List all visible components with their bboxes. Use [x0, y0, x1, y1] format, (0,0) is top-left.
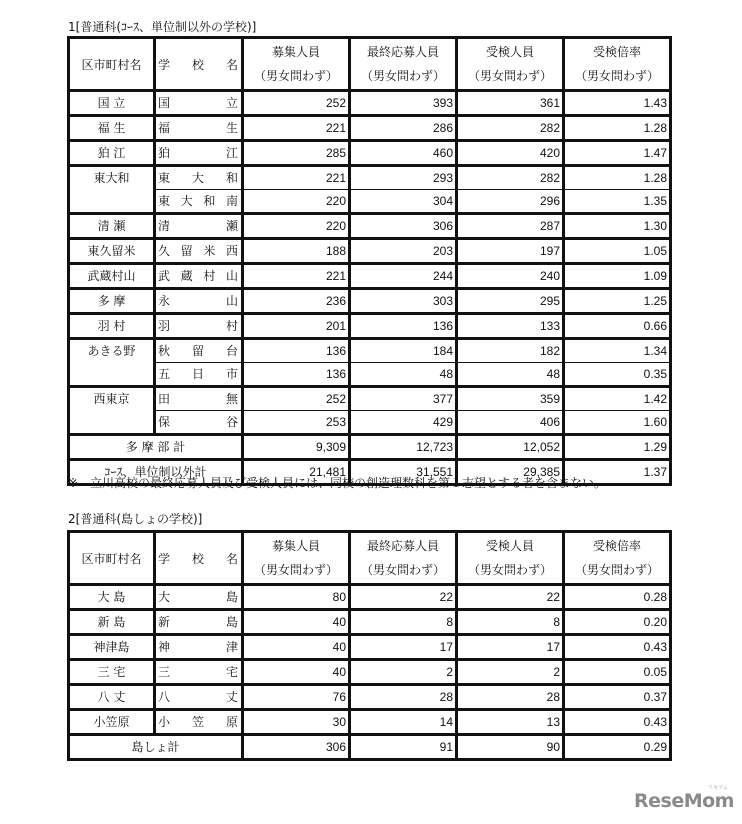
header-label: 受検倍率	[592, 539, 641, 553]
school-name-char: 留	[191, 344, 204, 358]
final-cell: 136	[350, 314, 457, 339]
municipality-cell: 福 生	[69, 116, 155, 141]
final-cell: 14	[350, 710, 457, 735]
recruit-cell: 40	[243, 635, 350, 660]
school-name-char: 山	[225, 294, 238, 308]
header-municipality: 区市町村名	[69, 38, 155, 91]
table-row	[69, 411, 671, 435]
table-ordinary-course	[67, 36, 672, 486]
exam-cell: 13	[457, 710, 564, 735]
municipality-cell: 東大和	[69, 166, 155, 214]
header-label: 最終応募人員	[366, 539, 439, 553]
table-row	[69, 685, 671, 710]
recruit-cell: 253	[243, 411, 350, 435]
exam-cell: 296	[457, 190, 564, 214]
school-name-char: 清	[158, 219, 171, 233]
recruit-cell: 221	[243, 116, 350, 141]
school-name-cell	[155, 411, 243, 435]
header-sublabel: （男女問わず）	[253, 563, 338, 577]
school-name-char: 福	[158, 121, 171, 135]
recruit-cell: 285	[243, 141, 350, 166]
final-cell: 304	[350, 190, 457, 214]
school-name-char: 国	[158, 96, 171, 110]
recruit-cell: 220	[243, 190, 350, 214]
recruit-cell: 76	[243, 685, 350, 710]
header-examinees	[457, 532, 564, 585]
header-school-name	[155, 38, 243, 91]
school-name-cell	[155, 610, 243, 635]
school-name-char: 田	[158, 392, 171, 406]
header-label: 受検人員	[485, 539, 534, 553]
header-label: 募集人員	[271, 539, 320, 553]
header-sublabel: （男女問わず）	[253, 69, 338, 83]
municipality-cell: 東久留米	[69, 239, 155, 264]
school-name-cell	[155, 314, 243, 339]
ratio-cell: 0.28	[564, 585, 671, 610]
total-label: 島しょ計	[69, 735, 243, 760]
table2-title: 2[普通科(島しょの学校)]	[68, 512, 203, 526]
school-name-char: 新	[158, 615, 171, 629]
municipality-cell: 大 島	[69, 585, 155, 610]
school-name-char: 生	[225, 121, 238, 135]
ratio-cell: 1.05	[564, 239, 671, 264]
total-exam-cell: 29,385	[457, 460, 564, 485]
ratio-cell: 0.43	[564, 710, 671, 735]
header-ratio	[564, 532, 671, 585]
school-name-char: 小	[158, 715, 171, 729]
municipality-cell: 八 丈	[69, 685, 155, 710]
table-row	[69, 116, 671, 141]
final-cell: 17	[350, 635, 457, 660]
school-name-char: 狛	[158, 146, 171, 160]
header-municipality: 区市町村名	[69, 532, 155, 585]
ratio-cell: 1.09	[564, 264, 671, 289]
municipality-cell: 小笠原	[69, 710, 155, 735]
header-label: 最終応募人員	[366, 45, 439, 59]
school-name-cell	[155, 141, 243, 166]
exam-cell: 287	[457, 214, 564, 239]
ratio-cell: 0.37	[564, 685, 671, 710]
school-name-char: 保	[158, 415, 171, 429]
total-final-cell: 91	[350, 735, 457, 760]
municipality-cell: 西東京	[69, 387, 155, 435]
header-sublabel: （男女問わず）	[574, 563, 659, 577]
final-cell: 184	[350, 339, 457, 363]
recruit-cell: 201	[243, 314, 350, 339]
exam-cell: 2	[457, 660, 564, 685]
header-row	[69, 38, 671, 91]
table-row	[69, 610, 671, 635]
final-cell: 28	[350, 685, 457, 710]
school-name-cell	[155, 116, 243, 141]
table-row	[69, 339, 671, 363]
school-name-char: 三	[158, 665, 171, 679]
total-ratio-cell: 1.29	[564, 435, 671, 460]
municipality-cell: 武蔵村山	[69, 264, 155, 289]
header-ratio	[564, 38, 671, 91]
header-sublabel: （男女問わず）	[360, 563, 445, 577]
school-name-cell	[155, 91, 243, 116]
table-row	[69, 363, 671, 387]
school-name-cell	[155, 264, 243, 289]
ratio-cell: 1.35	[564, 190, 671, 214]
exam-cell: 28	[457, 685, 564, 710]
school-name-char: 島	[225, 615, 238, 629]
school-name-char: 立	[225, 96, 238, 110]
exam-cell: 406	[457, 411, 564, 435]
final-cell: 303	[350, 289, 457, 314]
final-cell: 244	[350, 264, 457, 289]
resemom-logo-sub: リセマム	[708, 785, 728, 791]
school-name-char: 学	[158, 57, 171, 72]
header-recruit	[243, 38, 350, 91]
total-label: 多 摩 部 計	[69, 435, 243, 460]
table-row	[69, 289, 671, 314]
school-name-char: 大	[191, 171, 204, 185]
school-name-cell	[155, 685, 243, 710]
school-name-char: 校	[191, 57, 204, 72]
school-name-cell	[155, 239, 243, 264]
recruit-cell: 220	[243, 214, 350, 239]
ratio-cell: 1.25	[564, 289, 671, 314]
school-name-char: 村	[203, 269, 216, 283]
school-name-char: 名	[225, 57, 238, 72]
school-name-char: 東	[158, 171, 171, 185]
municipality-cell: 三 宅	[69, 660, 155, 685]
school-name-char: 和	[203, 194, 216, 208]
exam-cell: 17	[457, 635, 564, 660]
total-exam-cell: 12,052	[457, 435, 564, 460]
exam-cell: 359	[457, 387, 564, 411]
ratio-cell: 1.60	[564, 411, 671, 435]
municipality-cell: 羽 村	[69, 314, 155, 339]
final-cell: 2	[350, 660, 457, 685]
municipality-cell: 神津島	[69, 635, 155, 660]
header-final-applicants	[350, 38, 457, 91]
school-name-cell	[155, 214, 243, 239]
municipality-cell: 清 瀬	[69, 214, 155, 239]
table-row	[69, 635, 671, 660]
ratio-cell: 1.43	[564, 91, 671, 116]
school-name-char: 永	[158, 294, 171, 308]
header-sublabel: （男女問わず）	[467, 69, 552, 83]
exam-cell: 420	[457, 141, 564, 166]
school-name-char: 武	[158, 269, 171, 283]
school-name-char: 久	[158, 244, 171, 258]
table1-title: 1[普通科(ｺｰｽ、単位制以外の学校)]	[68, 20, 257, 34]
school-name-cell	[155, 166, 243, 190]
recruit-cell: 252	[243, 91, 350, 116]
school-name-cell	[155, 585, 243, 610]
header-label: 受検倍率	[592, 45, 641, 59]
exam-cell: 282	[457, 166, 564, 190]
ratio-cell: 1.28	[564, 116, 671, 141]
school-name-char: 瀬	[225, 219, 238, 233]
school-name-cell	[155, 339, 243, 363]
header-sublabel: （男女問わず）	[360, 69, 445, 83]
final-cell: 306	[350, 214, 457, 239]
school-name-cell	[155, 363, 243, 387]
final-cell: 460	[350, 141, 457, 166]
table-row	[69, 710, 671, 735]
school-name-char: 大	[180, 194, 193, 208]
school-name-char: 米	[203, 244, 216, 258]
final-cell: 377	[350, 387, 457, 411]
total-ratio-cell: 1.37	[564, 460, 671, 485]
exam-cell: 282	[457, 116, 564, 141]
municipality-cell: 新 島	[69, 610, 155, 635]
school-name-char: 神	[158, 640, 171, 654]
table-row	[69, 264, 671, 289]
ratio-cell: 1.34	[564, 339, 671, 363]
total-final-cell: 31,551	[350, 460, 457, 485]
exam-cell: 361	[457, 91, 564, 116]
school-name-char: 原	[225, 715, 238, 729]
total-exam-cell: 90	[457, 735, 564, 760]
school-name-char: 大	[158, 590, 171, 604]
table-row	[69, 387, 671, 411]
recruit-cell: 136	[243, 363, 350, 387]
total-ratio-cell: 0.29	[564, 735, 671, 760]
table-row	[69, 91, 671, 116]
municipality-cell: 狛 江	[69, 141, 155, 166]
table-row	[69, 190, 671, 214]
table-row	[69, 214, 671, 239]
recruit-cell: 252	[243, 387, 350, 411]
header-examinees	[457, 38, 564, 91]
exam-cell: 22	[457, 585, 564, 610]
resemom-logo: ReseMom	[634, 790, 734, 812]
recruit-cell: 221	[243, 166, 350, 190]
school-name-cell	[155, 190, 243, 214]
school-name-char: 東	[158, 194, 171, 208]
school-name-char: 学	[158, 551, 171, 566]
exam-cell: 295	[457, 289, 564, 314]
header-sublabel: （男女問わず）	[574, 69, 659, 83]
ratio-cell: 0.35	[564, 363, 671, 387]
ratio-cell: 0.05	[564, 660, 671, 685]
table-row	[69, 660, 671, 685]
school-name-char: 丈	[225, 690, 238, 704]
school-name-char: 校	[191, 551, 204, 566]
table-island-schools	[67, 530, 672, 761]
table-row	[69, 585, 671, 610]
school-name-char: 留	[180, 244, 193, 258]
table-row	[69, 239, 671, 264]
municipality-cell: 多 摩	[69, 289, 155, 314]
municipality-cell: あきる野	[69, 339, 155, 387]
header-school-name	[155, 532, 243, 585]
exam-cell: 240	[457, 264, 564, 289]
school-name-char: 市	[225, 367, 238, 381]
school-name-char: 江	[225, 146, 238, 160]
school-name-char: 蔵	[180, 269, 193, 283]
school-name-char: 山	[225, 269, 238, 283]
ratio-cell: 1.28	[564, 166, 671, 190]
school-name-cell	[155, 660, 243, 685]
final-cell: 203	[350, 239, 457, 264]
final-cell: 8	[350, 610, 457, 635]
school-name-char: 和	[225, 171, 238, 185]
final-cell: 48	[350, 363, 457, 387]
school-name-cell	[155, 635, 243, 660]
school-name-cell	[155, 289, 243, 314]
school-name-char: 日	[191, 367, 204, 381]
recruit-cell: 136	[243, 339, 350, 363]
exam-cell: 182	[457, 339, 564, 363]
total-row	[69, 435, 671, 460]
recruit-cell: 80	[243, 585, 350, 610]
final-cell: 393	[350, 91, 457, 116]
total-recruit-cell: 9,309	[243, 435, 350, 460]
school-name-char: 南	[225, 194, 238, 208]
school-name-char: 八	[158, 690, 171, 704]
ratio-cell: 0.43	[564, 635, 671, 660]
school-name-char: 羽	[158, 319, 171, 333]
school-name-char: 無	[225, 392, 238, 406]
ratio-cell: 1.42	[564, 387, 671, 411]
header-final-applicants	[350, 532, 457, 585]
header-row	[69, 532, 671, 585]
school-name-char: 宅	[225, 665, 238, 679]
table-row	[69, 166, 671, 190]
total-label: ｺｰｽ、単位制以外計	[69, 460, 243, 485]
recruit-cell: 221	[243, 264, 350, 289]
total-final-cell: 12,723	[350, 435, 457, 460]
recruit-cell: 188	[243, 239, 350, 264]
header-sublabel: （男女問わず）	[467, 563, 552, 577]
final-cell: 293	[350, 166, 457, 190]
school-name-char: 名	[225, 551, 238, 566]
exam-cell: 133	[457, 314, 564, 339]
header-recruit	[243, 532, 350, 585]
school-name-char: 村	[225, 319, 238, 333]
municipality-cell: 国 立	[69, 91, 155, 116]
recruit-cell: 40	[243, 610, 350, 635]
table-row	[69, 141, 671, 166]
table-row	[69, 314, 671, 339]
exam-cell: 197	[457, 239, 564, 264]
final-cell: 22	[350, 585, 457, 610]
recruit-cell: 40	[243, 660, 350, 685]
ratio-cell: 0.20	[564, 610, 671, 635]
final-cell: 429	[350, 411, 457, 435]
school-name-char: 秋	[158, 344, 171, 358]
school-name-cell	[155, 387, 243, 411]
exam-cell: 48	[457, 363, 564, 387]
ratio-cell: 1.30	[564, 214, 671, 239]
school-name-char: 島	[225, 590, 238, 604]
ratio-cell: 0.66	[564, 314, 671, 339]
school-name-char: 西	[225, 244, 238, 258]
school-name-char: 谷	[225, 415, 238, 429]
school-name-char: 笠	[191, 715, 204, 729]
total-recruit-cell: 306	[243, 735, 350, 760]
header-label: 受検人員	[485, 45, 534, 59]
total-row	[69, 735, 671, 760]
school-name-char: 五	[158, 367, 171, 381]
total-recruit-cell: 21,481	[243, 460, 350, 485]
final-cell: 286	[350, 116, 457, 141]
school-name-char: 津	[225, 640, 238, 654]
table1-footnote: ※ 立川高校の最終応募人員及び受検人員には、同校の創造理数科を第１志望とする者を含まない。	[68, 476, 607, 490]
recruit-cell: 236	[243, 289, 350, 314]
ratio-cell: 1.47	[564, 141, 671, 166]
school-name-cell	[155, 710, 243, 735]
header-label: 募集人員	[271, 45, 320, 59]
recruit-cell: 30	[243, 710, 350, 735]
school-name-char: 台	[225, 344, 238, 358]
exam-cell: 8	[457, 610, 564, 635]
